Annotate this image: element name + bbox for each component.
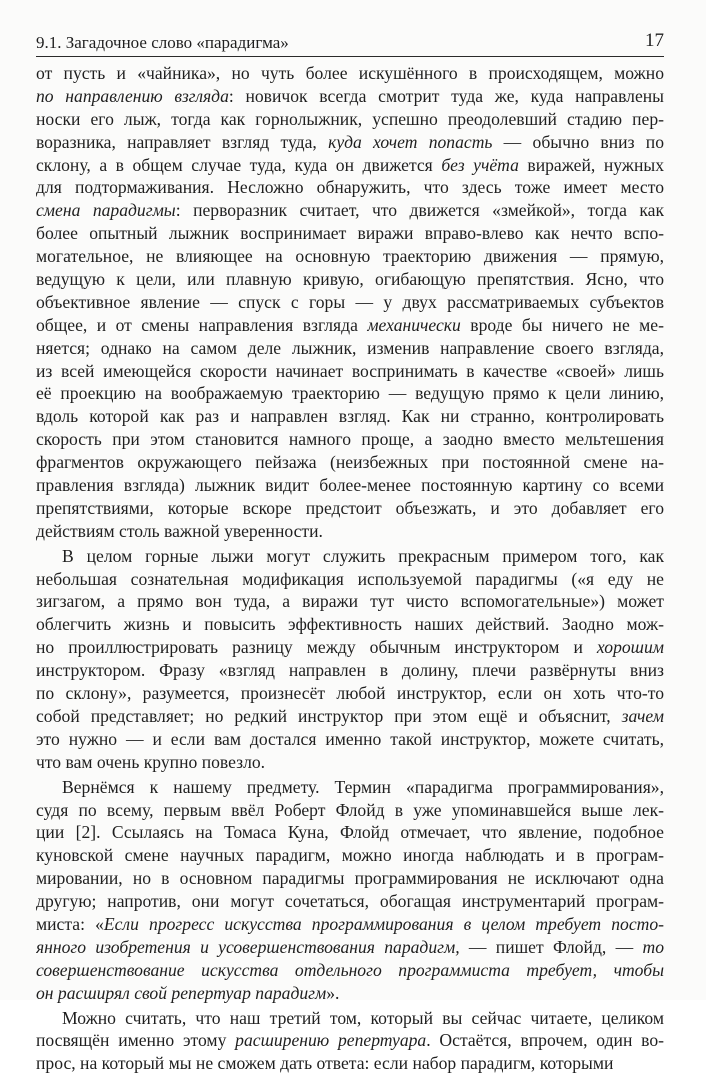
text-line bbox=[36, 613, 664, 636]
text-run: это нужно — и если вам достался именно такой инструктор, можете считать, bbox=[36, 728, 664, 749]
text-run: собой представляет; но редкий инструктор при этом ещё и объяснит, bbox=[36, 705, 622, 726]
text-line bbox=[36, 154, 664, 177]
text-run: объективное явление — спуск с горы — у двух рассматриваемых субъектов bbox=[36, 291, 664, 312]
text-line bbox=[36, 222, 664, 245]
text-line bbox=[36, 682, 664, 705]
text-run: няется; однако на самом деле лыжник, изменив направление своего взгляда, bbox=[36, 337, 664, 358]
text-line bbox=[36, 62, 664, 85]
text-run: носки его лыж, тогда как горнолыжник, успешно преодолевший стадию пер- bbox=[36, 108, 664, 129]
text-run: препятствиями, которые вскоре предстоит объезжать, и это добавляет его bbox=[36, 497, 664, 518]
text-run: вдоль которой как раз и направлен взгляд. Как ни странно, контролировать bbox=[36, 406, 664, 427]
text-run: правления взгляда) лыжник видит более-менее постоянную картину со всеми bbox=[36, 475, 664, 496]
text-line bbox=[36, 982, 664, 1005]
text-line bbox=[36, 751, 664, 774]
italic-text: то bbox=[642, 936, 664, 957]
text-run: ведущую к цели, или плавную кривую, огибающую препятствия. Ясно, что bbox=[36, 269, 664, 290]
text-run: Вернёмся к нашему предмету. Термин «парадигма программирования», bbox=[62, 776, 664, 797]
text-line bbox=[36, 799, 664, 822]
italic-text: без учёта bbox=[441, 154, 519, 175]
italic-text: хорошим bbox=[596, 637, 664, 658]
text-run: прос, на который мы не сможем дать ответа: если набор парадигм, которыми bbox=[36, 1053, 614, 1074]
text-line bbox=[36, 568, 664, 591]
section-title: 9.1. Загадочное слово «парадигма» bbox=[36, 33, 289, 52]
text-run: В целом горные лыжи могут служить прекрасным примером того, как bbox=[62, 545, 664, 566]
text-line bbox=[36, 360, 664, 383]
text-run: от пусть и «чайника», но чуть более искушённого в происходящем, можно bbox=[36, 63, 664, 83]
text-run: небольшая сознательная модификация используемой парадигмы («я еду не bbox=[36, 568, 664, 589]
text-line bbox=[36, 314, 664, 337]
text-line bbox=[36, 636, 664, 659]
text-line bbox=[36, 428, 664, 451]
text-line bbox=[36, 291, 664, 314]
text-line bbox=[36, 913, 664, 936]
text-run: : перворазник считает, что движется «змейкой», тогда как bbox=[175, 200, 664, 221]
text-line bbox=[36, 728, 664, 751]
text-run: облегчить жизнь и повысить эффективность наших действий. Заодно мож- bbox=[36, 614, 664, 635]
text-line bbox=[36, 1029, 664, 1052]
italic-text: смена парадигмы bbox=[36, 200, 176, 221]
text-line bbox=[36, 890, 664, 913]
text-line bbox=[36, 405, 664, 428]
italic-text: куда хочет попасть bbox=[328, 131, 493, 152]
text-line bbox=[36, 590, 664, 613]
page-number: 17 bbox=[645, 30, 664, 51]
italic-text: по направлению взгляда bbox=[36, 85, 229, 106]
text-line bbox=[36, 451, 664, 474]
text-line bbox=[36, 382, 664, 405]
paragraph bbox=[36, 1007, 664, 1075]
text-run: куновской смене научных парадигм, можно иногда наблюдать и в програм- bbox=[36, 845, 664, 866]
text-run: действиям столь важной уверенности. bbox=[36, 520, 323, 541]
text-run: вроде бы ничего не ме- bbox=[460, 314, 664, 335]
text-run: по склону», разумеется, произнесёт любой инструктор, если он хоть что-то bbox=[36, 683, 664, 704]
text-run: виражей, нужных bbox=[518, 154, 664, 175]
text-run: ции [2]. Ссылаясь на Томаса Куна, Флойд отмечает, что явление, подобное bbox=[36, 822, 664, 843]
text-line bbox=[36, 268, 664, 291]
text-run: — пишет Флойд, — bbox=[459, 936, 643, 957]
italic-text: Если прогресс искусства программирования в целом требует посто- bbox=[103, 913, 664, 934]
text-line bbox=[36, 108, 664, 131]
paragraph bbox=[36, 776, 664, 1005]
body-text bbox=[36, 62, 664, 1075]
text-run: что вам очень крупно повезло. bbox=[36, 751, 266, 772]
text-line bbox=[36, 867, 664, 890]
text-line bbox=[36, 776, 664, 799]
italic-text: янного изобретения и усовершенствования парадигм, bbox=[36, 936, 460, 957]
text-run: . Остаётся, впрочем, один во- bbox=[426, 1030, 664, 1051]
italic-text: расширению репертуара bbox=[235, 1030, 427, 1051]
text-run: посвящён именно этому bbox=[36, 1030, 236, 1051]
text-line bbox=[36, 176, 664, 199]
text-run: для подтормаживания. Несложно обнаружить, что здесь тоже имеет место bbox=[36, 177, 664, 198]
text-line bbox=[36, 337, 664, 360]
text-run: общее, и от смены направления взгляда bbox=[36, 314, 368, 335]
text-run: из всей имеющейся скорости начинает воспринимать в качестве «своей» лишь bbox=[36, 360, 664, 381]
text-line bbox=[36, 705, 664, 728]
text-line bbox=[36, 821, 664, 844]
text-run: судя по всему, первым ввёл Роберт Флойд в уже упоминавшейся выше лек- bbox=[36, 799, 664, 820]
italic-text: он расширял свой репертуар парадигм bbox=[36, 982, 327, 1003]
italic-text: совершенствование искусства отдельного программиста требует, чтобы bbox=[36, 959, 664, 980]
paragraph bbox=[36, 62, 664, 543]
text-line bbox=[36, 520, 664, 543]
text-line bbox=[36, 85, 664, 108]
text-run: могательное, не влияющее на основную траекторию движения — прямую, bbox=[36, 246, 664, 267]
text-run: её проекцию на воображаемую траекторию — ведущую прямо к цели линию, bbox=[36, 383, 664, 404]
text-run: воразника, направляет взгляд туда, bbox=[36, 131, 329, 152]
text-line bbox=[36, 245, 664, 268]
text-run: но проиллюстрировать разницу между обычным инструктором и bbox=[36, 637, 597, 658]
text-line bbox=[36, 131, 664, 154]
text-line bbox=[36, 1007, 664, 1030]
text-run: : новичок всегда смотрит туда же, куда направлены bbox=[228, 85, 664, 106]
text-run: зигзагом, а прямо вон туда, а виражи тут чисто вспомогательные») может bbox=[36, 591, 664, 612]
text-run: фрагментов окружающего пейзажа (неизбежных при постоянной смене на- bbox=[36, 452, 664, 473]
running-head bbox=[36, 30, 664, 57]
text-run: скорость при этом становится намного проще, а заодно вместо мельтешения bbox=[36, 429, 664, 450]
text-run: другую; напротив, они могут сочетаться, обогащая инструментарий програм- bbox=[36, 891, 664, 912]
text-run: более опытный лыжник воспринимает виражи вправо-влево как нечто вспо- bbox=[36, 223, 664, 244]
text-line bbox=[36, 199, 664, 222]
text-line bbox=[36, 497, 664, 520]
text-line bbox=[36, 959, 664, 982]
text-run: инструктором. Фразу «взгляд направлен в долину, плечи развёрнуты вниз bbox=[36, 660, 664, 681]
text-run: миста: « bbox=[36, 913, 104, 934]
text-line bbox=[36, 844, 664, 867]
italic-text: зачем bbox=[621, 705, 664, 726]
text-run: — обычно вниз по bbox=[492, 131, 664, 152]
text-line bbox=[36, 936, 664, 959]
text-line bbox=[36, 545, 664, 568]
text-run: Можно считать, что наш третий том, который вы сейчас читаете, целиком bbox=[62, 1007, 664, 1028]
text-run: ». bbox=[326, 982, 340, 1003]
text-line bbox=[36, 474, 664, 497]
paragraph bbox=[36, 545, 664, 774]
text-line bbox=[36, 659, 664, 682]
italic-text: механически bbox=[367, 314, 461, 335]
text-run: мировании, но в основном парадигмы программирования не исключают одна bbox=[36, 868, 664, 889]
text-run: склону, а в общем случае туда, куда он движется bbox=[36, 154, 442, 175]
text-line bbox=[36, 1052, 664, 1075]
